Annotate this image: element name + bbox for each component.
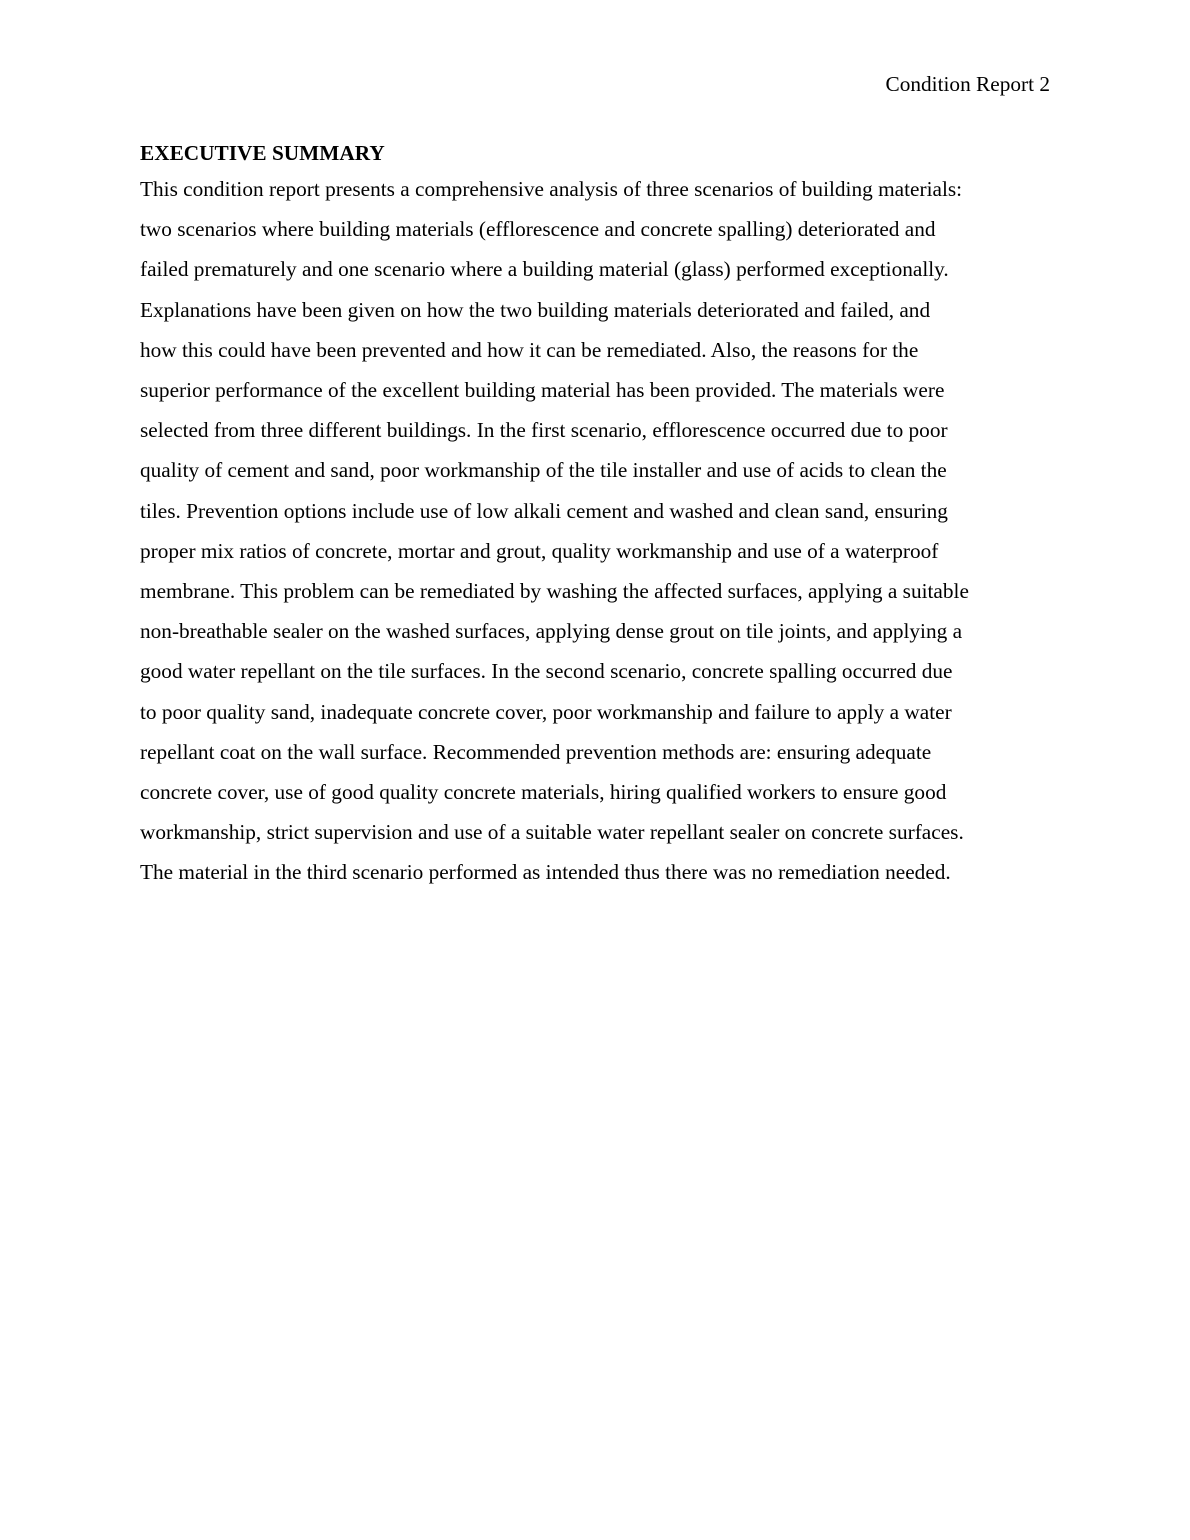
paragraph-line: non-breathable sealer on the washed surfaces, applying dense grout on tile joints, and applying a — [140, 619, 963, 644]
summary-paragraph — [140, 169, 1050, 893]
paragraph-line: Explanations have been given on how the two building materials deteriorated and failed, and — [140, 297, 931, 322]
paragraph-line: The material in the third scenario performed as intended thus there was no remediation needed. — [140, 860, 951, 885]
paragraph-line: repellant coat on the wall surface. Recommended prevention methods are: ensuring adequate — [140, 739, 932, 764]
paragraph-line: how this could have been prevented and how it can be remediated. Also, the reasons for the — [140, 337, 919, 362]
paragraph-line: proper mix ratios of concrete, mortar and grout, quality workmanship and use of a waterproof — [140, 538, 939, 563]
paragraph-line: failed prematurely and one scenario where a building material (glass) performed exceptionally. — [140, 257, 949, 282]
paragraph-line: concrete cover, use of good quality concrete materials, hiring qualified workers to ensure good — [140, 780, 947, 805]
section-heading: EXECUTIVE SUMMARY — [140, 141, 385, 165]
paragraph-line: membrane. This problem can be remediated by washing the affected surfaces, applying a suitable — [140, 579, 969, 604]
paragraph-line: two scenarios where building materials (efflorescence and concrete spalling) deteriorated and — [140, 217, 936, 242]
paragraph-line: This condition report presents a comprehensive analysis of three scenarios of building materials: — [140, 177, 963, 201]
paragraph-line: good water repellant on the tile surfaces. In the second scenario, concrete spalling occurred due — [140, 659, 953, 684]
paragraph-line: quality of cement and sand, poor workmanship of the tile installer and use of acids to clean the — [140, 458, 947, 483]
paragraph-line: to poor quality sand, inadequate concrete cover, poor workmanship and failure to apply a water — [140, 699, 952, 724]
paragraph-line: superior performance of the excellent building material has been provided. The materials were — [140, 378, 945, 403]
running-head: Condition Report 2 — [885, 72, 1050, 96]
paragraph-line: tiles. Prevention options include use of low alkali cement and washed and clean sand, ensuring — [140, 498, 948, 523]
executive-summary-section — [140, 137, 1050, 893]
paragraph-line: selected from three different buildings. In the first scenario, efflorescence occurred due to poor — [140, 418, 948, 443]
paragraph-line: workmanship, strict supervision and use of a suitable water repellant sealer on concrete surfaces. — [140, 820, 964, 845]
